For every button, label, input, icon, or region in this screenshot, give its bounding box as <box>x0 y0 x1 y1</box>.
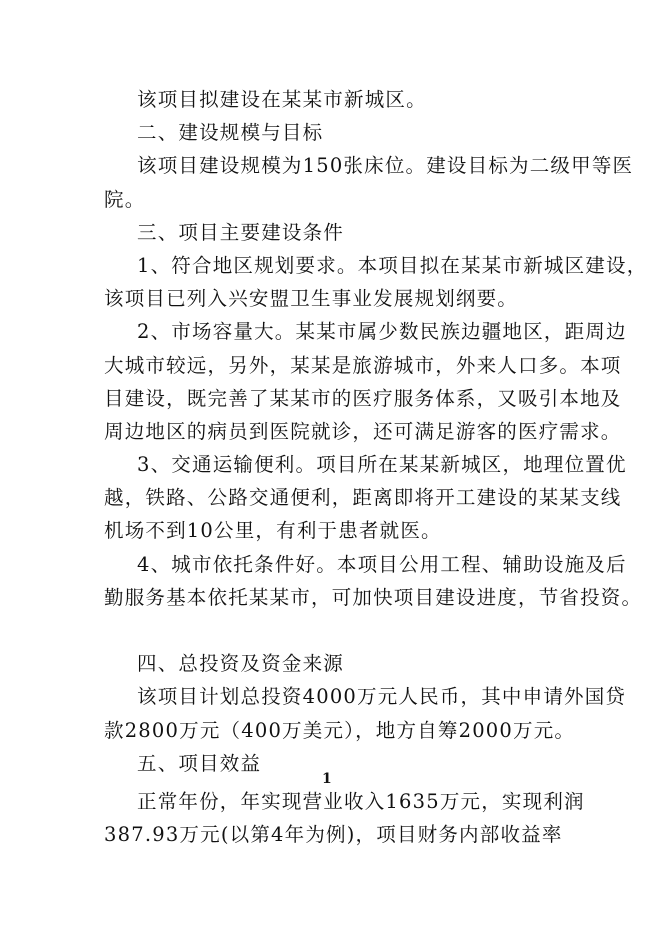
paragraph-line: 正常年份，年实现营业收入1635万元，实现利润 <box>137 790 585 813</box>
paragraph-line: 勤服务基本依托某某市，可加快项目建设进度，节省投资。 <box>104 586 643 609</box>
paragraph-line: 越，铁路、公路交通便利，距离即将开工建设的某某支线 <box>104 486 622 509</box>
paragraph-line: 机场不到10公里，有利于患者就医。 <box>104 519 442 542</box>
paragraph-line: 387.93万元(以第4年为例)，项目财务内部收益率 <box>104 823 563 846</box>
paragraph-line: 1、符合地区规划要求。本项目拟在某某市新城区建设， <box>137 254 648 277</box>
paragraph-line: 该项目计划总投资4000万元人民币，其中申请外国贷 <box>137 685 627 708</box>
paragraph-line: 款2800万元（400万美元），地方自筹2000万元。 <box>104 719 576 742</box>
paragraph-line: 该项目已列入兴安盟卫生事业发展规划纲要。 <box>104 287 519 310</box>
paragraph-line: 院。 <box>104 188 146 211</box>
paragraph-line: 2、市场容量大。某某市属少数民族边疆地区，距周边 <box>137 320 627 343</box>
paragraph-line: 3、交通运输便利。项目所在某某新城区，地理位置优 <box>137 453 627 476</box>
paragraph-line: 周边地区的病员到医院就诊，还可满足游客的医疗需求。 <box>104 420 622 443</box>
section-heading: 四、总投资及资金来源 <box>137 652 345 675</box>
section-heading: 三、项目主要建设条件 <box>137 221 345 244</box>
page-number: 1 <box>322 771 332 787</box>
paragraph-line: 大城市较远，另外，某某是旅游城市，外来人口多。本项 <box>104 354 622 377</box>
section-heading: 五、项目效益 <box>137 752 262 775</box>
paragraph-line: 该项目拟建设在某某市新城区。 <box>137 88 427 111</box>
paragraph-line: 该项目建设规模为150张床位。建设目标为二级甲等医 <box>137 154 634 177</box>
section-heading: 二、建设规模与目标 <box>137 121 324 144</box>
paragraph-line: 4、城市依托条件好。本项目公用工程、辅助设施及后 <box>137 553 627 576</box>
paragraph-line: 目建设，既完善了某某市的医疗服务体系，又吸引本地及 <box>104 387 622 410</box>
